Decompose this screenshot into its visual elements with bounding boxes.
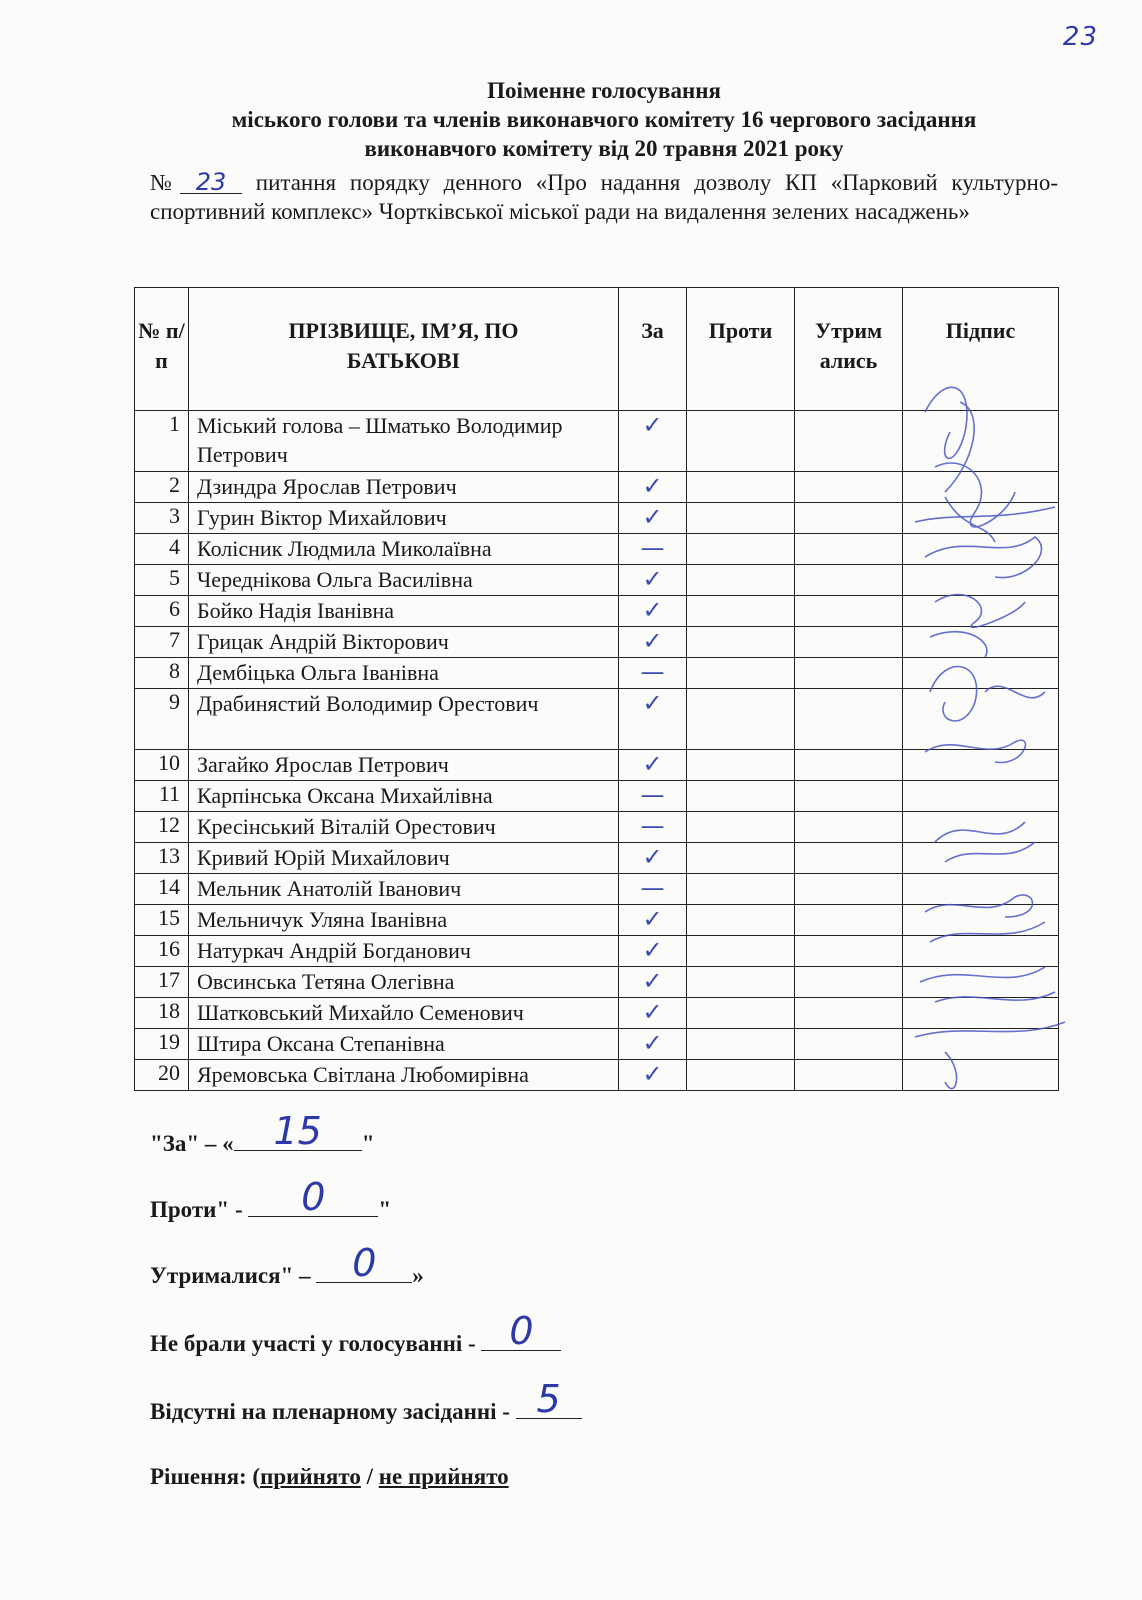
row-number: 10 (135, 750, 189, 781)
member-name: Міський голова – Шматько Володимир Петрович (189, 411, 619, 472)
decision-line (150, 1464, 509, 1490)
total-abstained-label: Утрималися" – (150, 1263, 317, 1288)
member-name: Яремовська Світлана Любомирівна (189, 1060, 619, 1091)
signature-cell (903, 472, 1059, 503)
row-number: 13 (135, 843, 189, 874)
decision-separator: / (360, 1464, 379, 1489)
vote-abstained-cell (795, 596, 903, 627)
vote-against-cell (687, 1060, 795, 1091)
not-voted-line (150, 1309, 561, 1357)
table-row (135, 874, 1059, 905)
vote-against-cell (687, 812, 795, 843)
signature-cell (903, 936, 1059, 967)
vote-abstained-cell (795, 812, 903, 843)
total-abstained-close: » (412, 1263, 424, 1288)
vote-against-cell (687, 905, 795, 936)
vote-against-cell (687, 534, 795, 565)
total-against-blank (248, 1175, 378, 1219)
signature-cell (903, 627, 1059, 658)
vote-for-mark: ✓ (619, 627, 687, 658)
signature-cell (903, 411, 1059, 472)
total-for-close: " (361, 1131, 375, 1156)
signature-cell (903, 781, 1059, 812)
vote-against-cell (687, 843, 795, 874)
vote-against-cell (687, 565, 795, 596)
header-title: Поіменне голосування (487, 78, 721, 103)
vote-for-mark: — (619, 874, 687, 905)
vote-against-cell (687, 967, 795, 998)
row-number: 2 (135, 472, 189, 503)
row-number: 3 (135, 503, 189, 534)
vote-against-cell (687, 998, 795, 1029)
member-name: Череднікова Ольга Василівна (189, 565, 619, 596)
table-row (135, 843, 1059, 874)
vote-against-cell (687, 596, 795, 627)
agenda-question (150, 168, 1058, 226)
total-against-label: Проти" - (150, 1197, 249, 1222)
vote-against-cell (687, 627, 795, 658)
row-number: 17 (135, 967, 189, 998)
member-name: Драбинястий Володимир Орестович (189, 689, 619, 750)
decision-rejected: не прийнято (378, 1464, 509, 1489)
vote-abstained-cell (795, 565, 903, 596)
decision-accepted: прийнято (260, 1464, 361, 1489)
col-header-name: ПРІЗВИЩЕ, ІМ’Я, ПО БАТЬКОВІ (189, 288, 619, 411)
table-row (135, 936, 1059, 967)
row-number: 14 (135, 874, 189, 905)
vote-abstained-cell (795, 1060, 903, 1091)
table-row (135, 534, 1059, 565)
vote-for-mark: ✓ (619, 596, 687, 627)
table-row (135, 967, 1059, 998)
vote-for-mark: ✓ (619, 967, 687, 998)
vote-for-mark: ✓ (619, 411, 687, 472)
vote-against-cell (687, 689, 795, 750)
member-name: Грицак Андрій Вікторович (189, 627, 619, 658)
table-row (135, 411, 1059, 472)
table-row (135, 565, 1059, 596)
vote-against-cell (687, 750, 795, 781)
total-against-value: 0 (301, 1175, 326, 1219)
signature-cell (903, 905, 1059, 936)
vote-for-mark: ✓ (619, 689, 687, 750)
signature-cell (903, 596, 1059, 627)
member-name: Карпінська Оксана Михайлівна (189, 781, 619, 812)
total-abstained-blank (316, 1241, 412, 1285)
row-number: 9 (135, 689, 189, 750)
vote-for-mark: ✓ (619, 1060, 687, 1091)
member-name: Бойко Надія Іванівна (189, 596, 619, 627)
table-header-row (135, 288, 1059, 411)
absent-blank (516, 1377, 582, 1421)
vote-for-mark: — (619, 812, 687, 843)
table-row (135, 812, 1059, 843)
table-row (135, 750, 1059, 781)
vote-abstained-cell (795, 689, 903, 750)
not-voted-label: Не брали участі у голосуванні - (150, 1331, 482, 1356)
vote-against-cell (687, 936, 795, 967)
row-number: 6 (135, 596, 189, 627)
signature-cell (903, 874, 1059, 905)
row-number: 7 (135, 627, 189, 658)
not-voted-value: 0 (509, 1309, 534, 1353)
vote-against-cell (687, 781, 795, 812)
vote-for-mark: ✓ (619, 565, 687, 596)
vote-for-mark: ✓ (619, 905, 687, 936)
row-number: 15 (135, 905, 189, 936)
signature-cell (903, 658, 1059, 689)
row-number: 12 (135, 812, 189, 843)
row-number: 18 (135, 998, 189, 1029)
table-row (135, 905, 1059, 936)
vote-abstained-cell (795, 658, 903, 689)
vote-abstained-cell (795, 411, 903, 472)
decision-label: Рішення: ( (150, 1464, 261, 1489)
question-text: питання порядку денного «Про надання дозволу КП «Парковий культурно-спортивний комплекс» Чортківської міської ради на видалення зелених насаджень» (150, 170, 1058, 224)
member-name: Дзиндра Ярослав Петрович (189, 472, 619, 503)
vote-for-mark: — (619, 658, 687, 689)
vote-table (134, 287, 1059, 1091)
row-number: 1 (135, 411, 189, 472)
vote-abstained-cell (795, 534, 903, 565)
member-name: Шатковський Михайло Семенович (189, 998, 619, 1029)
vote-abstained-cell (795, 967, 903, 998)
table-row (135, 503, 1059, 534)
absent-label: Відсутні на пленарному засіданні - (150, 1399, 516, 1424)
vote-for-mark: ✓ (619, 936, 687, 967)
row-number: 4 (135, 534, 189, 565)
signature-cell (903, 565, 1059, 596)
vote-for-mark: — (619, 781, 687, 812)
vote-abstained-cell (795, 936, 903, 967)
table-row (135, 1029, 1059, 1060)
question-number: 23 (180, 171, 242, 194)
total-for-blank (234, 1109, 362, 1153)
member-name: Гурин Віктор Михайлович (189, 503, 619, 534)
vote-for-mark: ✓ (619, 843, 687, 874)
total-against-line (150, 1175, 392, 1223)
member-name: Загайко Ярослав Петрович (189, 750, 619, 781)
vote-for-mark: ✓ (619, 472, 687, 503)
table-row (135, 627, 1059, 658)
col-header-num: № п/п (135, 288, 189, 411)
vote-abstained-cell (795, 781, 903, 812)
row-number: 8 (135, 658, 189, 689)
member-name: Овсинська Тетяна Олегівна (189, 967, 619, 998)
vote-for-mark: ✓ (619, 998, 687, 1029)
total-for-line (150, 1109, 375, 1157)
col-header-signature: Підпис (903, 288, 1059, 411)
vote-against-cell (687, 1029, 795, 1060)
member-name: Кресінський Віталій Орестович (189, 812, 619, 843)
member-name: Мельник Анатолій Іванович (189, 874, 619, 905)
vote-against-cell (687, 658, 795, 689)
row-number: 16 (135, 936, 189, 967)
vote-abstained-cell (795, 843, 903, 874)
vote-for-mark: ✓ (619, 503, 687, 534)
signature-cell (903, 1029, 1059, 1060)
document-header (150, 76, 1058, 163)
vote-against-cell (687, 874, 795, 905)
total-against-close: " (378, 1197, 392, 1222)
signature-cell (903, 534, 1059, 565)
vote-abstained-cell (795, 503, 903, 534)
row-number: 20 (135, 1060, 189, 1091)
col-header-abstained: Утрим ались (795, 288, 903, 411)
col-header-against: Проти (687, 288, 795, 411)
header-subtitle: міського голови та членів виконавчого комітету 16 чергового засідання (231, 107, 977, 132)
row-number: 19 (135, 1029, 189, 1060)
member-name: Штира Оксана Степанівна (189, 1029, 619, 1060)
row-number: 11 (135, 781, 189, 812)
vote-for-mark: ✓ (619, 750, 687, 781)
signature-cell (903, 689, 1059, 750)
member-name: Мельничук Уляна Іванівна (189, 905, 619, 936)
question-number-prefix: № (150, 170, 180, 195)
absent-line (150, 1377, 582, 1425)
signature-cell (903, 812, 1059, 843)
vote-abstained-cell (795, 874, 903, 905)
vote-for-mark: — (619, 534, 687, 565)
page-number: 23 (1062, 22, 1098, 52)
signature-cell (903, 998, 1059, 1029)
vote-abstained-cell (795, 472, 903, 503)
signature-cell (903, 1060, 1059, 1091)
signature-cell (903, 503, 1059, 534)
table-row (135, 689, 1059, 750)
vote-for-mark: ✓ (619, 1029, 687, 1060)
signature-cell (903, 750, 1059, 781)
absent-value: 5 (536, 1377, 561, 1421)
total-for-value: 15 (273, 1109, 322, 1153)
total-for-label: "За" – « (150, 1131, 234, 1156)
vote-against-cell (687, 472, 795, 503)
table-row (135, 596, 1059, 627)
total-abstained-value: 0 (352, 1241, 377, 1285)
row-number: 5 (135, 565, 189, 596)
member-name: Кривий Юрій Михайлович (189, 843, 619, 874)
vote-abstained-cell (795, 627, 903, 658)
signature-cell (903, 967, 1059, 998)
vote-abstained-cell (795, 750, 903, 781)
member-name: Колісник Людмила Миколаївна (189, 534, 619, 565)
vote-abstained-cell (795, 1029, 903, 1060)
vote-abstained-cell (795, 998, 903, 1029)
table-row (135, 1060, 1059, 1091)
signature-cell (903, 843, 1059, 874)
table-row (135, 781, 1059, 812)
vote-abstained-cell (795, 905, 903, 936)
vote-against-cell (687, 503, 795, 534)
col-header-for: За (619, 288, 687, 411)
vote-against-cell (687, 411, 795, 472)
not-voted-blank (481, 1309, 561, 1353)
table-row (135, 472, 1059, 503)
table-row (135, 658, 1059, 689)
table-row (135, 998, 1059, 1029)
member-name: Дембіцька Ольга Іванівна (189, 658, 619, 689)
header-date: виконавчого комітету від 20 травня 2021 року (364, 136, 844, 161)
total-abstained-line (150, 1241, 424, 1289)
member-name: Натуркач Андрій Богданович (189, 936, 619, 967)
